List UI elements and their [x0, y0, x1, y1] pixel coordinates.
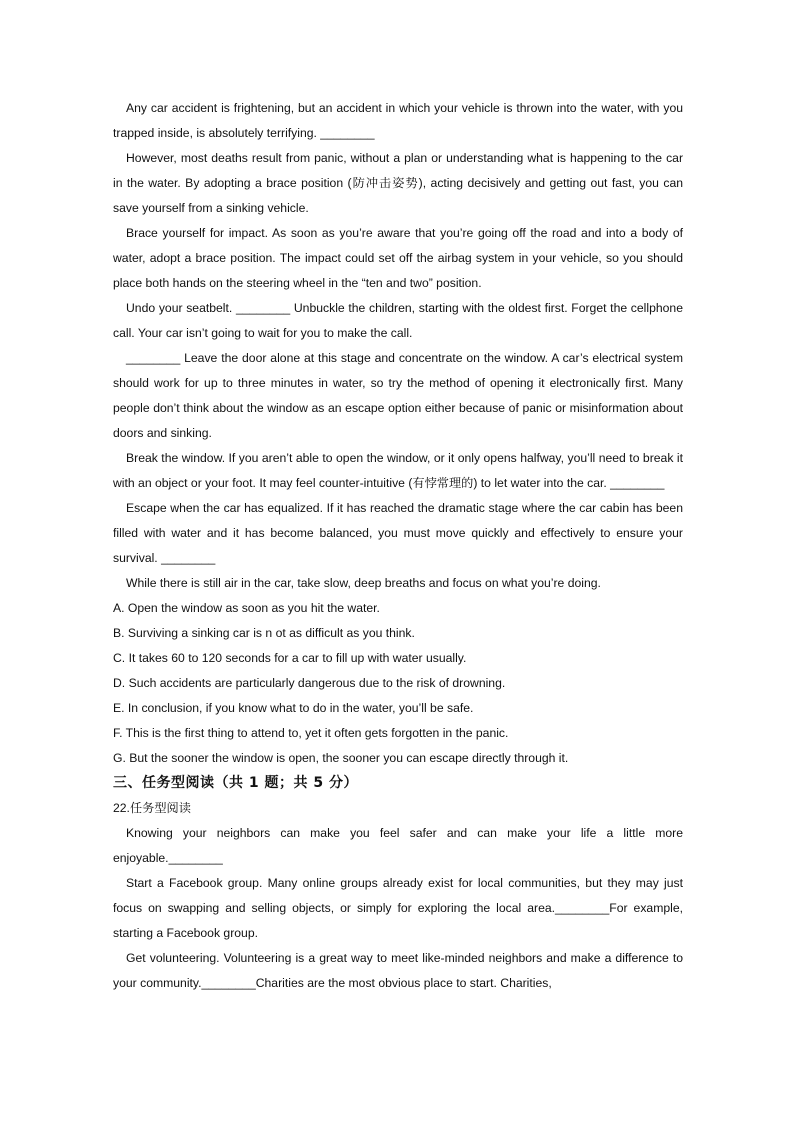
passage-paragraph: While there is still air in the car, take slow, deep breaths and focus on what you’re doing.	[126, 576, 601, 590]
answer-option-g: G. But the sooner the window is open, the sooner you can escape directly through it.	[113, 751, 569, 765]
passage-paragraph: Start a Facebook group. Many online groups already exist for local communities, but they may just focus on swapping and selling objects, or simply for exploring the local area.________For example, starting a Facebook group.	[113, 876, 683, 940]
passage-paragraph: Knowing your neighbors can make you feel safer and can make your life a little more enjoyable.________	[113, 826, 683, 865]
passage-paragraph: Undo your seatbelt. ________ Unbuckle the children, starting with the oldest first. Forget the cellphone call. Your car isn’t going to wait for you to make the call.	[113, 301, 683, 340]
question-label: 22.任务型阅读	[113, 801, 191, 815]
answer-option-b: B. Surviving a sinking car is n ot as difficult as you think.	[113, 626, 415, 640]
passage-paragraph: Any car accident is frightening, but an accident in which your vehicle is thrown into the water, with you trapped inside, is absolutely terrifying. ________	[113, 101, 683, 140]
passage-paragraph: Escape when the car has equalized. If it has reached the dramatic stage where the car cabin has been filled with water and it has become balanced, you must move quickly and effectively to ensure your survival. ________	[113, 501, 683, 565]
answer-option-c: C. It takes 60 to 120 seconds for a car to fill up with water usually.	[113, 651, 467, 665]
passage-paragraph: Break the window. If you aren’t able to open the window, or it only opens halfway, you’ll need to break it with an object or your foot. It may feel counter-intuitive (有悖常理的) to let water into the car. ________	[113, 451, 683, 490]
answer-option-e: E. In conclusion, if you know what to do in the water, you’ll be safe.	[113, 701, 474, 715]
passage-paragraph: ________ Leave the door alone at this stage and concentrate on the window. A car’s electrical system should work for up to three minutes in water, so try the method of opening it electronically first. Many people don’t think about the window as an escape option either because of panic or misinformation about doors and sinking.	[113, 351, 683, 440]
document-body	[113, 96, 683, 996]
passage-paragraph: However, most deaths result from panic, without a plan or understanding what is happening to the car in the water. By adopting a brace position (防冲击姿势), acting decisively and getting out fast, you can save yourself from a sinking vehicle.	[113, 151, 683, 215]
answer-option-d: D. Such accidents are particularly dangerous due to the risk of drowning.	[113, 676, 506, 690]
answer-option-f: F. This is the first thing to attend to, yet it often gets forgotten in the panic.	[113, 726, 509, 740]
passage-paragraph: Brace yourself for impact. As soon as you’re aware that you’re going off the road and into a body of water, adopt a brace position. The impact could set off the airbag system in your vehicle, so you should place both hands on the steering wheel in the “ten and two” position.	[113, 226, 683, 290]
section-heading: 三、任务型阅读（共 1 题；共 5 分）	[113, 775, 358, 791]
answer-option-a: A. Open the window as soon as you hit the water.	[113, 601, 380, 615]
passage-paragraph: Get volunteering. Volunteering is a great way to meet like-minded neighbors and make a difference to your community.________Charities are the most obvious place to start. Charities,	[113, 951, 683, 990]
